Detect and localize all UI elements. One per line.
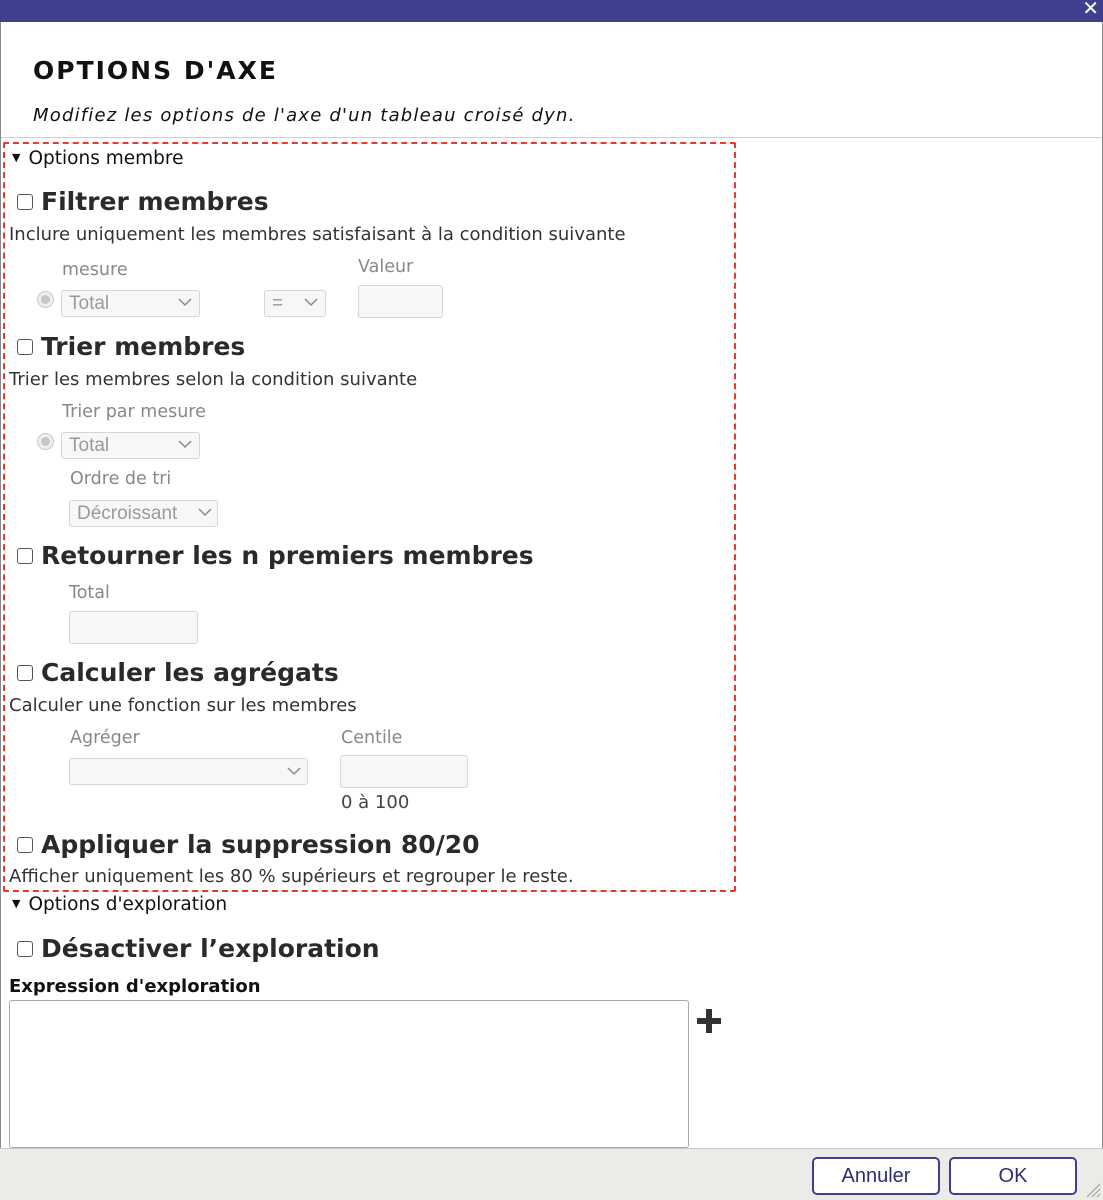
filter-value-input[interactable]: [358, 285, 443, 318]
member-options-label: Options membre: [28, 148, 184, 169]
resize-grip-icon[interactable]: [1083, 1180, 1101, 1198]
drill-options-toggle[interactable]: [12, 894, 227, 915]
aggregates-description: Calculer une fonction sur les membres: [9, 695, 357, 716]
chevron-down-icon: [177, 436, 193, 452]
dialog-top-bar: [0, 0, 1103, 22]
filter-measure-select-value: Total: [69, 293, 110, 314]
filter-measure-radio[interactable]: [37, 291, 54, 308]
sort-members-checkbox[interactable]: [17, 339, 33, 355]
top-n-checkbox[interactable]: [17, 548, 33, 564]
disclosure-triangle-icon: ▼: [12, 896, 21, 910]
drill-expression-label: Expression d'exploration: [9, 976, 261, 997]
suppression-title: Appliquer la suppression 80/20: [41, 830, 480, 859]
ok-button[interactable]: OK: [949, 1157, 1077, 1195]
cancel-button[interactable]: Annuler: [812, 1157, 940, 1195]
disable-drill-checkbox[interactable]: [17, 941, 33, 957]
aggregate-select[interactable]: [69, 758, 308, 785]
percentile-input[interactable]: [340, 755, 468, 788]
header-divider: [1, 137, 1102, 138]
sort-measure-radio[interactable]: [37, 433, 54, 450]
disclosure-triangle-icon: ▼: [12, 150, 21, 164]
sort-order-select[interactable]: [69, 500, 218, 527]
drill-options-label: Options d'exploration: [28, 894, 228, 915]
dialog-border-left: [0, 22, 1, 1148]
filter-measure-select[interactable]: [61, 290, 200, 317]
sort-by-measure-label: Trier par mesure: [62, 402, 206, 422]
sort-order-select-value: Décroissant: [77, 503, 178, 524]
filter-members-description: Inclure uniquement les membres satisfaisant à la condition suivante: [9, 224, 626, 245]
dialog-title: OPTIONS D'AXE: [33, 56, 278, 85]
chevron-down-icon: [197, 504, 213, 520]
sort-members-description: Trier les membres selon la condition suivante: [9, 369, 418, 390]
plus-icon[interactable]: [696, 1008, 722, 1034]
filter-value-label: Valeur: [358, 257, 414, 277]
sort-measure-select[interactable]: [61, 432, 200, 459]
filter-operator-select[interactable]: [264, 290, 326, 317]
suppression-checkbox[interactable]: [17, 837, 33, 853]
drill-expression-textarea[interactable]: [9, 1000, 689, 1148]
disable-drill-title: Désactiver l’exploration: [41, 934, 380, 963]
percentile-range-hint: 0 à 100: [341, 792, 410, 813]
top-n-total-label: Total: [69, 583, 110, 603]
filter-members-title: Filtrer membres: [41, 187, 269, 216]
top-n-total-input[interactable]: [69, 611, 198, 644]
filter-members-checkbox[interactable]: [17, 194, 33, 210]
sort-measure-select-value: Total: [69, 435, 110, 456]
sort-members-title: Trier membres: [41, 332, 246, 361]
dialog-subtitle: Modifiez les options de l'axe d'un tableau croisé dyn.: [33, 105, 576, 126]
top-n-title: Retourner les n premiers membres: [41, 541, 534, 570]
filter-operator-select-value: =: [272, 293, 284, 314]
chevron-down-icon: [177, 294, 193, 310]
suppression-description: Afficher uniquement les 80 % supérieurs et regrouper le reste.: [9, 866, 574, 887]
aggregate-label: Agréger: [70, 728, 140, 748]
chevron-down-icon: [303, 294, 319, 310]
chevron-down-icon: [286, 763, 302, 779]
aggregates-title: Calculer les agrégats: [41, 658, 339, 687]
filter-measure-label: mesure: [62, 260, 128, 280]
close-icon[interactable]: ✕: [1082, 0, 1099, 20]
percentile-label: Centile: [341, 728, 403, 748]
sort-order-label: Ordre de tri: [70, 469, 172, 489]
member-options-toggle[interactable]: [12, 148, 183, 169]
aggregates-checkbox[interactable]: [17, 665, 33, 681]
